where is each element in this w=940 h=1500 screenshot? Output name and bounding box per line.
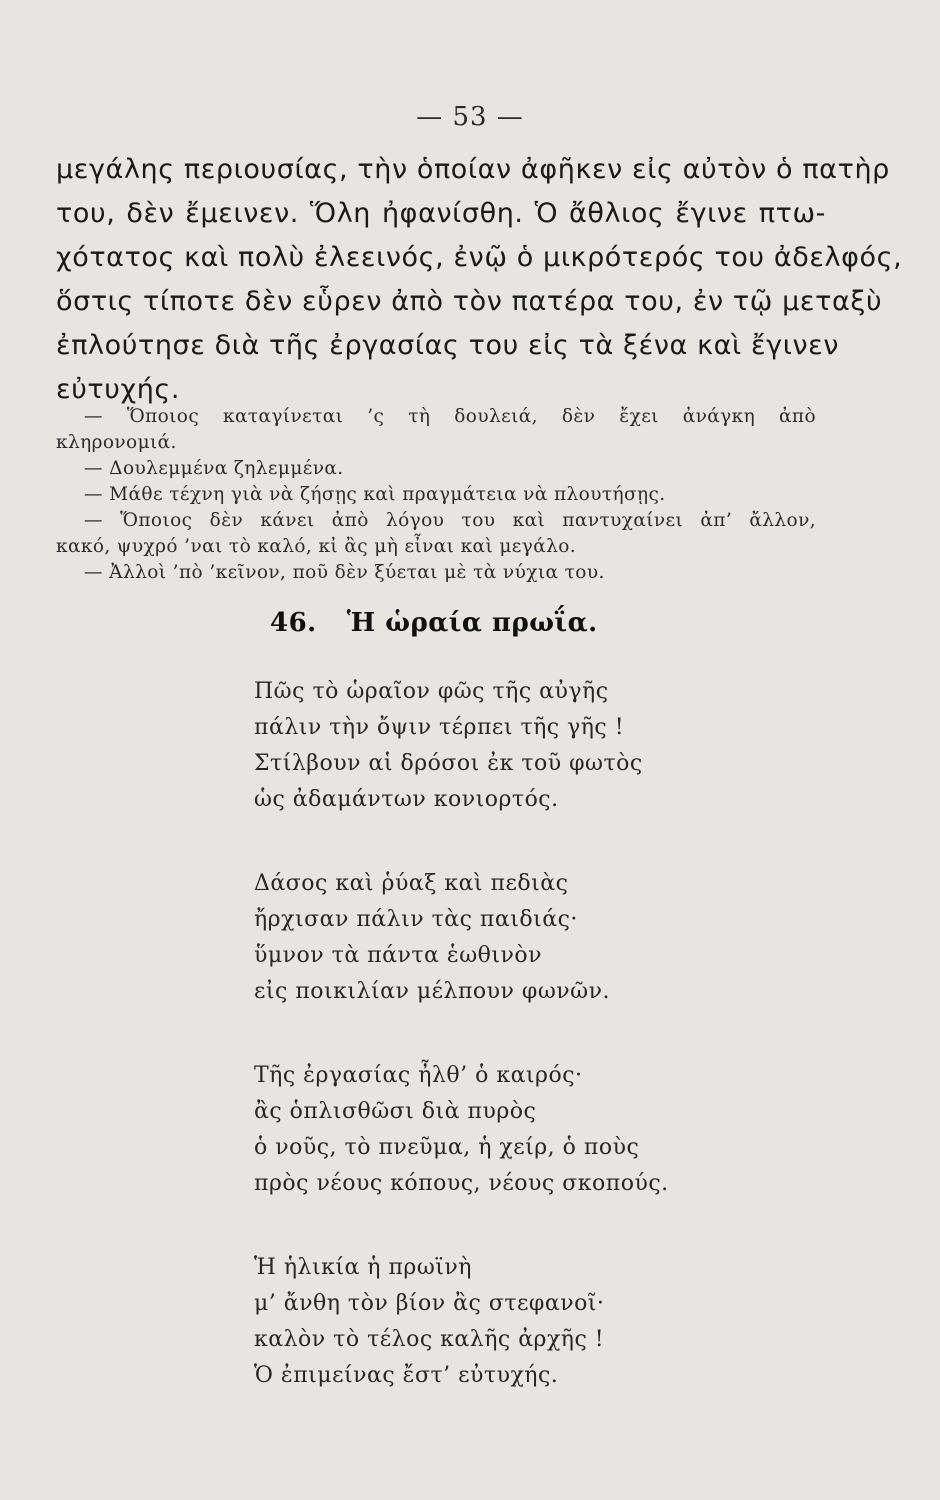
poem-stanza: [254, 866, 774, 1010]
proverb-line: — Ὅποιος καταγίνεται ’ς τὴ δουλειά, δὲν ἔχει ἀνάγκη ἀπὸ: [84, 406, 816, 427]
poem-line: Δάσος καὶ ῥύαξ καὶ πεδιὰς: [254, 871, 569, 896]
poem-stanza: [254, 1250, 774, 1394]
prose-line: του, δὲν ἔμεινεν. Ὅλη ἠφανίσθη. Ὁ ἄθλιος ἔγινε πτω-: [56, 198, 826, 229]
proverbs-list: [56, 404, 816, 586]
poem-line: πάλιν τὴν ὄψιν τέρπει τῆς γῆς !: [254, 715, 625, 740]
prose-line: ἐπλούτησε διὰ τῆς ἐργασίας του εἰς τὰ ξένα καὶ ἔγινεν: [56, 330, 840, 361]
poem-line: πρὸς νέους κόπους, νέους σκοπούς.: [254, 1171, 669, 1196]
poem: [254, 674, 774, 1442]
proverb-line: κακό, ψυχρό ’ναι τὸ καλό, κἰ ἂς μὴ εἶναι καὶ μεγάλο.: [56, 536, 577, 557]
page-number: — 53 —: [416, 102, 524, 132]
poem-line: Τῆς ἐργασίας ἦλθ’ ὁ καιρός·: [254, 1063, 583, 1088]
proverb-line: — Μάθε τέχνη γιὰ νὰ ζήσῃς καὶ πραγμάτεια νὰ πλουτήσῃς.: [84, 484, 666, 505]
section-heading: [270, 608, 598, 638]
prose-paragraph: [56, 148, 903, 412]
proverb-line: — Ἀλλοὶ ’πὸ ’κεῖνον, ποῦ δὲν ξύεται μὲ τὰ νύχια του.: [84, 562, 605, 583]
prose-line: ὅστις τίποτε δὲν εὗρεν ἀπὸ τὸν πατέρα του, ἐν τῷ μεταξὺ: [56, 286, 883, 317]
poem-line: μ’ ἄνθη τὸν βίον ἂς στεφανοῖ·: [254, 1291, 605, 1316]
poem-line: ἤρχισαν πάλιν τὰς παιδιάς·: [254, 907, 578, 932]
prose-line: μεγάλης περιουσίας, τὴν ὁποίαν ἀφῆκεν εἰς αὐτὸν ὁ πατὴρ: [56, 154, 890, 185]
poem-line: Ὁ ἐπιμείνας ἔστ’ εὐτυχής.: [254, 1363, 559, 1388]
poem-line: ἂς ὁπλισθῶσι διὰ πυρὸς: [254, 1099, 537, 1124]
poem-line: Ἡ ἡλικία ἡ πρωϊνὴ: [254, 1255, 472, 1280]
section-number: 46.: [270, 608, 317, 638]
poem-line: ὕμνον τὰ πάντα ἑωθινὸν: [254, 943, 542, 968]
poem-line: εἰς ποικιλίαν μέλπουν φωνῶν.: [254, 979, 610, 1004]
proverb-line: — Δουλεμμένα ζηλεμμένα.: [84, 458, 344, 479]
poem-stanza: [254, 674, 774, 818]
poem-line: ὡς ἀδαμάντων κονιορτός.: [254, 787, 559, 812]
poem-line: Πῶς τὸ ὡραῖον φῶς τῆς αὐγῆς: [254, 679, 609, 704]
proverb-line: — Ὅποιος δὲν κάνει ἀπὸ λόγου του καὶ παντυχαίνει ἀπ’ ἄλλον,: [84, 510, 816, 531]
poem-line: Στίλβουν αἱ δρόσοι ἐκ τοῦ φωτὸς: [254, 751, 643, 776]
poem-stanza: [254, 1058, 774, 1202]
prose-line: εὐτυχής.: [56, 374, 181, 405]
section-title: Ἡ ὡραία πρωΐα.: [346, 608, 598, 638]
proverb-line: κληρονομιά.: [56, 432, 177, 453]
poem-line: καλὸν τὸ τέλος καλῆς ἀρχῆς !: [254, 1327, 605, 1352]
poem-line: ὁ νοῦς, τὸ πνεῦμα, ἡ χείρ, ὁ ποὺς: [254, 1135, 640, 1160]
prose-line: χότατος καὶ πολὺ ἐλεεινός, ἐνῷ ὁ μικρότερός του ἀδελφός,: [56, 242, 903, 273]
